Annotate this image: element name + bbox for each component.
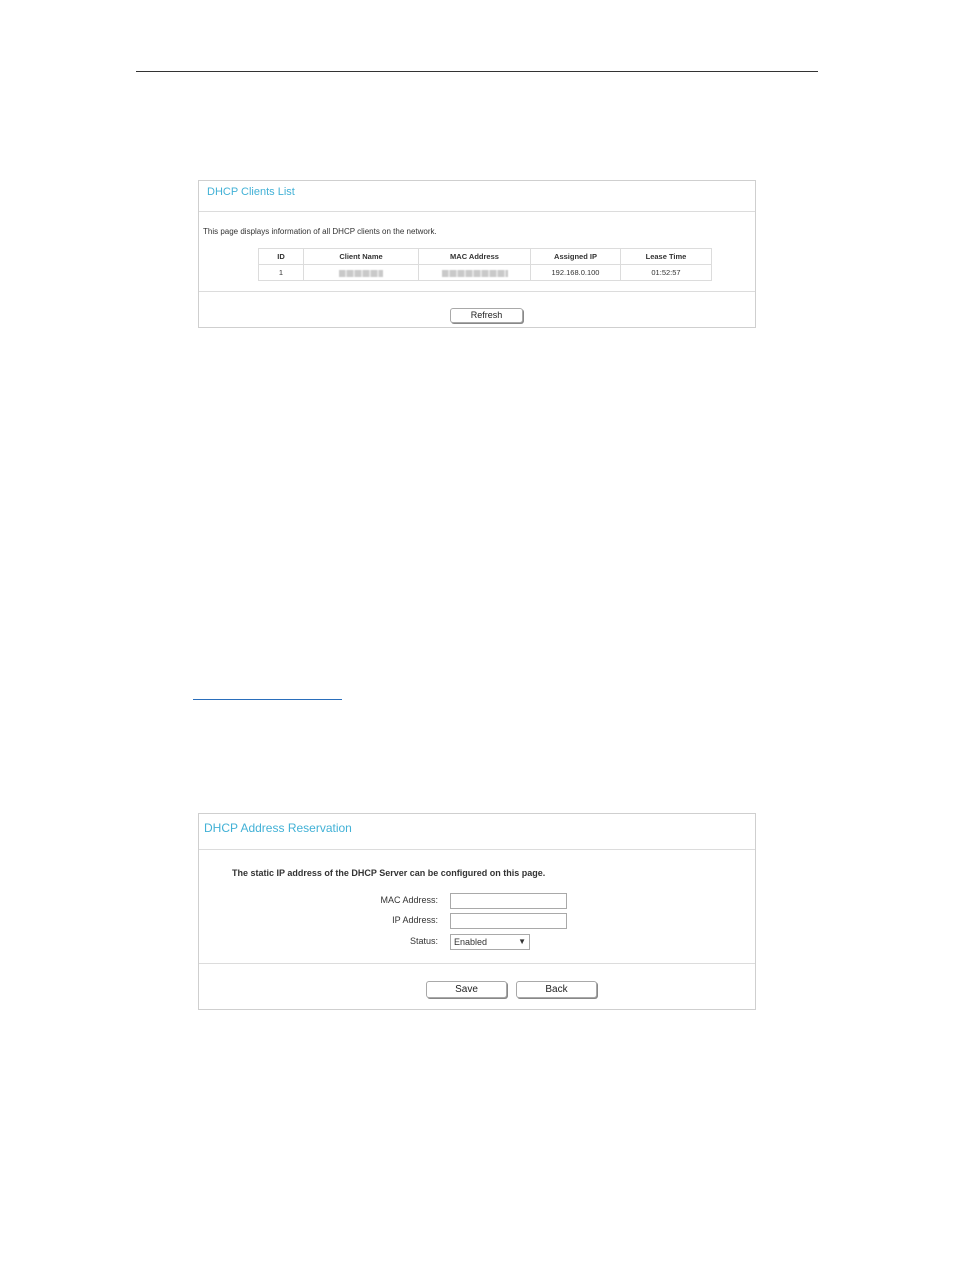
ip-address-input[interactable] [450,913,567,929]
cell-client-name [304,265,419,281]
panel-title: DHCP Address Reservation [199,814,755,850]
chevron-down-icon: ▼ [518,937,526,946]
clients-table [258,248,712,281]
mac-address-label: MAC Address: [380,895,438,905]
panel-description: This page displays information of all DHCP clients on the network. [203,227,437,236]
panel-title: DHCP Clients List [199,181,755,212]
redacted-client-name [339,270,383,277]
table-header-row [259,249,712,265]
status-selected-value: Enabled [454,937,488,947]
column-header-lease-time: Lease Time [621,249,712,265]
table-row [259,265,712,281]
cell-lease-time: 01:52:57 [621,265,712,281]
back-button[interactable]: Back [516,981,597,998]
hyperlink-underline[interactable] [193,699,342,700]
redacted-mac-address [442,270,508,277]
ip-address-label: IP Address: [392,915,438,925]
cell-assigned-ip: 192.168.0.100 [531,265,621,281]
page-header-rule [136,71,818,72]
cell-mac-address [419,265,531,281]
cell-id: 1 [259,265,304,281]
dhcp-clients-list-panel [198,180,756,328]
column-header-client-name: Client Name [304,249,419,265]
mac-address-input[interactable] [450,893,567,909]
status-label: Status: [409,936,438,946]
panel-footer [199,291,755,327]
column-header-assigned-ip: Assigned IP [531,249,621,265]
save-button[interactable]: Save [426,981,507,998]
column-header-mac-address: MAC Address [419,249,531,265]
column-header-id: ID [259,249,304,265]
refresh-button[interactable]: Refresh [450,308,523,323]
panel-description: The static IP address of the DHCP Server can be configured on this page. [232,868,546,878]
dhcp-address-reservation-panel [198,813,756,1010]
panel-footer [199,963,755,1009]
status-select[interactable] [450,934,530,950]
